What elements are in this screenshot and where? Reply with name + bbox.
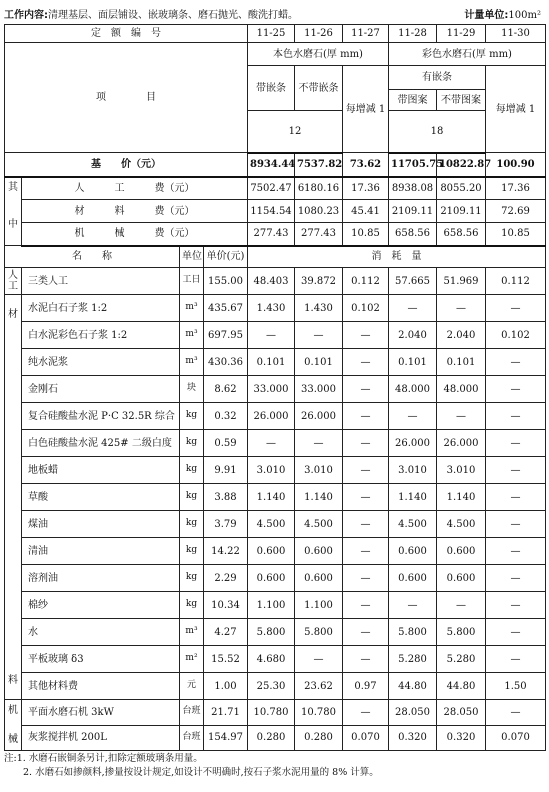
consumption-value: 0.600	[295, 565, 343, 592]
group-plain-terrazzo: 本色水磨石(厚 mm)	[248, 43, 389, 66]
resource-name: 清油	[22, 538, 180, 565]
consumption-value: —	[343, 511, 389, 538]
resource-name: 白水泥彩色石子浆 1:2	[22, 322, 180, 349]
resource-name: 金刚石	[22, 376, 180, 403]
code-cell: 11-28	[389, 25, 437, 43]
resource-price: 155.00	[204, 268, 248, 295]
cost-value: 72.69	[486, 200, 546, 223]
cost-row-machinery	[5, 223, 546, 246]
base-price-value: 10822.87	[437, 153, 486, 177]
resource-row	[5, 349, 546, 376]
resource-unit: kg	[180, 484, 204, 511]
resource-unit: 工日	[180, 268, 204, 295]
consumption-value: 1.140	[248, 484, 295, 511]
consumption-value: 1.50	[486, 673, 546, 700]
resource-row	[5, 376, 546, 403]
consumption-value: 0.600	[437, 565, 486, 592]
consumption-value: 10.780	[295, 700, 343, 726]
per-minus-label: 每增减 1	[486, 66, 546, 153]
resource-price: 697.95	[204, 322, 248, 349]
consumption-value: 5.800	[248, 619, 295, 646]
work-content-label: 工作内容:	[4, 10, 48, 21]
labor-row	[5, 268, 546, 295]
resource-price: 0.32	[204, 403, 248, 430]
cost-value: 7502.47	[248, 177, 295, 200]
resource-row	[5, 646, 546, 673]
without-strip-label: 不带嵌条	[295, 66, 343, 111]
category-char: 料	[8, 674, 18, 686]
cost-row-material	[5, 200, 546, 223]
consumption-value: 2.040	[389, 322, 437, 349]
name-column-header: 名 称	[5, 246, 180, 268]
consumption-value: —	[486, 430, 546, 457]
cost-row-labor	[5, 177, 546, 200]
consumption-value: —	[486, 538, 546, 565]
consumption-value: 39.872	[295, 268, 343, 295]
consumption-value: —	[343, 376, 389, 403]
thickness-18: 18	[389, 111, 486, 153]
code-cell: 11-27	[343, 25, 389, 43]
resource-name: 棉纱	[22, 592, 180, 619]
resource-price: 4.27	[204, 619, 248, 646]
base-price-value: 7537.82	[295, 153, 343, 177]
consumption-value: 4.500	[437, 511, 486, 538]
consumption-value: —	[486, 457, 546, 484]
consumption-value: 0.600	[389, 538, 437, 565]
consumption-value: 0.101	[389, 349, 437, 376]
resource-price: 21.71	[204, 700, 248, 726]
group-color-terrazzo: 彩色水磨石(厚 mm)	[389, 43, 546, 66]
consumption-value: 5.280	[389, 646, 437, 673]
resource-unit: kg	[180, 565, 204, 592]
resource-row	[5, 565, 546, 592]
notes	[4, 752, 545, 780]
consumption-value: 1.100	[248, 592, 295, 619]
with-pattern-label: 带图案	[389, 90, 437, 111]
consumption-value: 5.800	[389, 619, 437, 646]
consumption-value: —	[343, 538, 389, 565]
consumption-value: —	[486, 376, 546, 403]
consumption-value: 0.112	[343, 268, 389, 295]
item-label: 项 目	[5, 43, 248, 153]
cost-value: 8938.08	[389, 177, 437, 200]
resource-price: 0.59	[204, 430, 248, 457]
resource-unit: m³	[180, 349, 204, 376]
has-strip-label: 有嵌条	[389, 66, 486, 90]
resource-name: 平面水磨石机 3kW	[22, 700, 180, 726]
consumption-value: —	[343, 349, 389, 376]
resource-price: 10.34	[204, 592, 248, 619]
cost-value: 45.41	[343, 200, 389, 223]
consumption-value: 0.102	[343, 295, 389, 322]
consumption-value: 0.070	[486, 725, 546, 751]
consumption-value: —	[486, 349, 546, 376]
consumption-value: 5.280	[437, 646, 486, 673]
consumption-value: —	[343, 322, 389, 349]
consumption-value: —	[486, 592, 546, 619]
cost-value: 658.56	[389, 223, 437, 246]
resource-row	[5, 673, 546, 700]
resource-row	[5, 538, 546, 565]
consumption-value: 4.500	[389, 511, 437, 538]
resource-name: 地板蜡	[22, 457, 180, 484]
consumption-value: 44.80	[437, 673, 486, 700]
consumption-value: —	[437, 295, 486, 322]
consumption-value: 1.140	[295, 484, 343, 511]
base-price-value: 8934.44	[248, 153, 295, 177]
consumption-value: —	[486, 403, 546, 430]
thickness-12: 12	[248, 111, 343, 153]
consumption-value: —	[343, 646, 389, 673]
consumption-value: 51.969	[437, 268, 486, 295]
consumption-value: 26.000	[389, 430, 437, 457]
consumption-value: 33.000	[295, 376, 343, 403]
measure-unit-value: 100m²	[508, 10, 541, 21]
machinery-rows	[5, 700, 546, 751]
resource-row	[5, 592, 546, 619]
consumption-value: 33.000	[248, 376, 295, 403]
resource-name: 复合硅酸盐水泥 P·C 32.5R 综合	[22, 403, 180, 430]
consumption-value: 23.62	[295, 673, 343, 700]
code-row	[5, 25, 546, 43]
code-cell: 11-25	[248, 25, 295, 43]
code-cell: 11-26	[295, 25, 343, 43]
material-category	[5, 295, 22, 700]
consumption-value: 5.800	[437, 619, 486, 646]
resource-unit: kg	[180, 511, 204, 538]
consumption-value: —	[248, 322, 295, 349]
cost-value: 1080.23	[295, 200, 343, 223]
cost-value: 2109.11	[389, 200, 437, 223]
consumption-value: —	[389, 295, 437, 322]
consumption-value: 26.000	[295, 403, 343, 430]
consumption-value: 0.600	[437, 538, 486, 565]
cost-value: 277.43	[248, 223, 295, 246]
resource-row	[5, 403, 546, 430]
quota-table	[4, 24, 546, 751]
consumption-value: 1.140	[389, 484, 437, 511]
resource-row	[5, 725, 546, 751]
consumption-value: 28.050	[389, 700, 437, 726]
resource-price: 435.67	[204, 295, 248, 322]
consumption-value: 0.600	[248, 538, 295, 565]
resource-unit: kg	[180, 457, 204, 484]
cost-value: 17.36	[486, 177, 546, 200]
item-header-row-1	[5, 43, 546, 66]
consumption-value: —	[343, 592, 389, 619]
resource-price: 430.36	[204, 349, 248, 376]
consumption-value: —	[486, 646, 546, 673]
category-char: 机	[8, 705, 18, 716]
without-pattern-label: 不带图案	[437, 90, 486, 111]
consumption-value: 28.050	[437, 700, 486, 726]
consumption-value: 4.680	[248, 646, 295, 673]
resource-price: 2.29	[204, 565, 248, 592]
resource-name: 灰浆搅拌机 200L	[22, 725, 180, 751]
resource-price: 154.97	[204, 725, 248, 751]
consumption-value: 0.280	[248, 725, 295, 751]
resource-unit: m²	[180, 646, 204, 673]
consumption-value: 3.010	[295, 457, 343, 484]
resource-price: 9.91	[204, 457, 248, 484]
consumption-value: 0.97	[343, 673, 389, 700]
consumption-value: —	[389, 403, 437, 430]
resource-row	[5, 295, 546, 322]
cost-label: 人 工 费（元）	[22, 177, 248, 200]
consumption-value: 0.600	[248, 565, 295, 592]
consumption-value: 48.000	[437, 376, 486, 403]
cost-label: 机 械 费（元）	[22, 223, 248, 246]
consumption-value: 0.112	[486, 268, 546, 295]
consumption-value: 0.600	[295, 538, 343, 565]
consumption-value: —	[343, 403, 389, 430]
resource-name: 其他材料费	[22, 673, 180, 700]
consumption-value: —	[343, 430, 389, 457]
consumption-value: —	[248, 430, 295, 457]
consumption-value: 0.320	[389, 725, 437, 751]
resource-unit: kg	[180, 403, 204, 430]
cost-label: 材 料 费（元）	[22, 200, 248, 223]
resource-price: 8.62	[204, 376, 248, 403]
resource-unit: kg	[180, 430, 204, 457]
cost-value: 17.36	[343, 177, 389, 200]
resource-unit: 块	[180, 376, 204, 403]
consumption-value: —	[295, 322, 343, 349]
measure-unit-label: 计量单位:	[464, 10, 509, 21]
resource-name: 水泥白石子浆 1:2	[22, 295, 180, 322]
cost-value: 658.56	[437, 223, 486, 246]
consumption-value: —	[486, 511, 546, 538]
code-cell: 11-30	[486, 25, 546, 43]
base-price-label: 基 价（元）	[5, 153, 248, 177]
base-price-value: 11705.75	[389, 153, 437, 177]
work-content-text: 清理基层、面层铺设、嵌玻璃条、磨石抛光、酸洗打蜡。	[48, 10, 298, 21]
consumption-value: —	[295, 646, 343, 673]
resource-unit: kg	[180, 592, 204, 619]
consumption-value: 0.101	[437, 349, 486, 376]
cost-value: 6180.16	[295, 177, 343, 200]
resource-unit: m³	[180, 619, 204, 646]
consumption-value: 0.320	[437, 725, 486, 751]
consumption-value: 48.403	[248, 268, 295, 295]
cost-value: 8055.20	[437, 177, 486, 200]
resource-row	[5, 619, 546, 646]
resource-name: 白色硅酸盐水泥 425# 二级白度	[22, 430, 180, 457]
resource-row	[5, 322, 546, 349]
resource-row	[5, 511, 546, 538]
with-strip-label: 带嵌条	[248, 66, 295, 111]
resource-unit: kg	[180, 538, 204, 565]
consumption-value: 1.430	[295, 295, 343, 322]
per-minus-label: 每增减 1	[343, 66, 389, 153]
resource-price: 15.52	[204, 646, 248, 673]
consumption-value: —	[437, 403, 486, 430]
consumption-value: 0.600	[389, 565, 437, 592]
consumption-column-header: 消 耗 量	[248, 246, 546, 268]
cost-value: 10.85	[343, 223, 389, 246]
consumption-value: —	[486, 619, 546, 646]
resource-row	[5, 700, 546, 726]
consumption-value: —	[295, 430, 343, 457]
resource-name: 纯水泥浆	[22, 349, 180, 376]
resource-price: 3.88	[204, 484, 248, 511]
resource-row	[5, 430, 546, 457]
cost-value: 10.85	[486, 223, 546, 246]
base-price-value: 100.90	[486, 153, 546, 177]
resource-name: 草酸	[22, 484, 180, 511]
consumption-value: —	[486, 565, 546, 592]
resource-unit: 元	[180, 673, 204, 700]
consumption-value: 25.30	[248, 673, 295, 700]
consumption-value: 0.101	[295, 349, 343, 376]
resource-name: 水	[22, 619, 180, 646]
consumption-value: 1.430	[248, 295, 295, 322]
consumption-value: —	[343, 619, 389, 646]
base-price-value: 73.62	[343, 153, 389, 177]
consumption-value: 0.280	[295, 725, 343, 751]
cost-value: 277.43	[295, 223, 343, 246]
category-char: 械	[8, 734, 18, 745]
resource-name: 平板玻璃 δ3	[22, 646, 180, 673]
consumption-value: 1.140	[437, 484, 486, 511]
consumption-value: —	[343, 484, 389, 511]
material-rows	[5, 295, 546, 700]
unit-column-header: 单位	[180, 246, 204, 268]
consumption-value: 44.80	[389, 673, 437, 700]
resource-name: 溶剂油	[22, 565, 180, 592]
consumption-value: —	[486, 484, 546, 511]
consumption-value: 0.102	[486, 322, 546, 349]
category-char: 材	[8, 308, 18, 320]
consumption-value: —	[486, 700, 546, 726]
resource-name: 煤油	[22, 511, 180, 538]
consumption-value: 4.500	[295, 511, 343, 538]
resource-row	[5, 484, 546, 511]
consumption-header-row	[5, 246, 546, 268]
code-label: 定 额 编 号	[5, 25, 248, 43]
resource-unit: 台班	[180, 725, 204, 751]
cost-side-label: 其 中	[5, 177, 22, 246]
consumption-value: 3.010	[389, 457, 437, 484]
resource-unit: m³	[180, 295, 204, 322]
cost-value: 2109.11	[437, 200, 486, 223]
price-column-header: 单价(元)	[204, 246, 248, 268]
consumption-value: 10.780	[248, 700, 295, 726]
consumption-value: 3.010	[437, 457, 486, 484]
consumption-value: 57.665	[389, 268, 437, 295]
consumption-value: —	[343, 565, 389, 592]
consumption-value: 26.000	[248, 403, 295, 430]
consumption-value: 1.100	[295, 592, 343, 619]
consumption-value: 2.040	[437, 322, 486, 349]
base-price-row	[5, 153, 546, 177]
note-line: 2. 水磨石如掺颜料,掺量按设计规定,如设计不明确时,按石子浆水泥用量的 8% 计算。	[4, 767, 379, 778]
consumption-value: 0.101	[248, 349, 295, 376]
resource-price: 3.79	[204, 511, 248, 538]
resource-unit: m³	[180, 322, 204, 349]
consumption-value: —	[343, 457, 389, 484]
consumption-value: —	[437, 592, 486, 619]
page-header	[4, 6, 545, 22]
machinery-category	[5, 700, 22, 751]
resource-price: 1.00	[204, 673, 248, 700]
labor-category: 人工	[5, 268, 22, 295]
cost-value: 1154.54	[248, 200, 295, 223]
consumption-value: —	[343, 700, 389, 726]
note-line: 注:1. 水磨石嵌铜条另计,扣除定额玻璃条用量。	[4, 753, 203, 764]
consumption-value: —	[389, 592, 437, 619]
consumption-value: 5.800	[295, 619, 343, 646]
consumption-value: 0.070	[343, 725, 389, 751]
consumption-value: 4.500	[248, 511, 295, 538]
resource-unit: 台班	[180, 700, 204, 726]
resource-row	[5, 457, 546, 484]
consumption-value: 3.010	[248, 457, 295, 484]
code-cell: 11-29	[437, 25, 486, 43]
consumption-value: 26.000	[437, 430, 486, 457]
consumption-value: —	[486, 295, 546, 322]
resource-price: 14.22	[204, 538, 248, 565]
resource-name: 三类人工	[22, 268, 180, 295]
measure-unit	[464, 6, 541, 21]
consumption-value: 48.000	[389, 376, 437, 403]
